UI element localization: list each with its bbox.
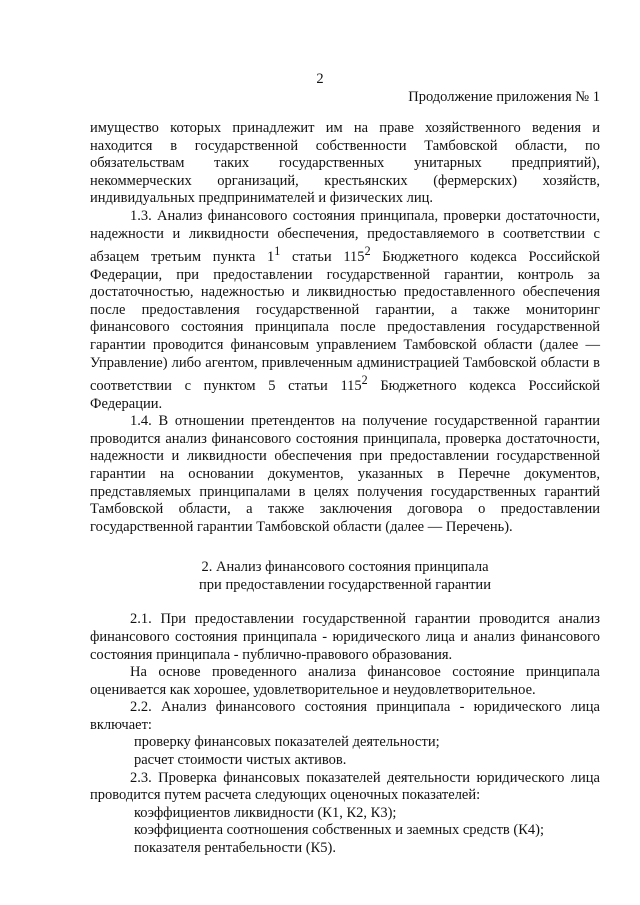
paragraph-1-4: 1.4. В отношении претендентов на получение государственной гарантии проводится анализ финансового состояния принципала, проверка достаточности, надежности и ликвидности обеспечения при предоставлении государственной гарантии на основании документов, указанных в Перечне документов, представляемых принципалами в целях получения государственных гарантий Тамбовской области, а также заключения договора о предоставлении государственной гарантии Тамбовской области (далее — Перечень). bbox=[90, 413, 600, 535]
superscript: 2 bbox=[364, 244, 371, 259]
page-number: 2 bbox=[316, 71, 324, 87]
superscript: 1 bbox=[274, 244, 281, 259]
paragraph-1-3-part-b: статьи 115 bbox=[280, 248, 365, 265]
list-item: коэффициентов ликвидности (К1, К2, К3); bbox=[134, 804, 397, 821]
paragraph-1-2-continuation: имущество которых принадлежит им на праве хозяйственного ведения и находится в государственной собственности Тамбовской области, по обязательствам таких государственных унитарных предприятий), некоммерческих организаций, крестьянских (фермерских) хозяйств, индивидуальных предпринимателей и физических лиц. bbox=[90, 120, 600, 207]
section-2-title-line-1: 2. Анализ финансового состояния принципала bbox=[201, 559, 489, 576]
section-2-heading bbox=[90, 558, 600, 594]
superscript: 2 bbox=[361, 373, 368, 388]
paragraph-2-1: 2.1. При предоставлении государственной гарантии проводится анализ финансового состояния принципала - юридического лица и анализ финансового состояния принципала - публично-правового образования. bbox=[90, 611, 600, 663]
paragraph-1-3-part-d: Бюджетного кодекса Российской Федерации. bbox=[90, 377, 601, 412]
paragraph-2-2: 2.2. Анализ финансового состояния принципала - юридического лица включает: bbox=[90, 699, 600, 733]
list-item: коэффициента соотношения собственных и заемных средств (К4); bbox=[134, 822, 545, 839]
document-body bbox=[90, 120, 600, 858]
paragraph-1-3-part-a: 1.3. Анализ финансового состояния принципала, проверки достаточности, надежности и ликвидности обеспечения, предоставляемого в соответствии с абзацем третьим пункта 1 bbox=[90, 207, 600, 265]
paragraph-1-3 bbox=[90, 208, 600, 413]
continuation-note: Продолжение приложения № 1 bbox=[408, 89, 600, 105]
list-item: расчет стоимости чистых активов. bbox=[134, 752, 347, 769]
list-item: показателя рентабельности (К5). bbox=[134, 840, 336, 857]
paragraph-1-3-part-c: Бюджетного кодекса Российской Федерации, при предоставлении государственной гарантии, контроль за достаточностью, надежностью и ликвидностью предоставленного обеспечения после предоставления государственной гарантии, а также мониторинг финансового состояния принципала после предоставления государственной гарантии проводится финансовым управлением Тамбовской области (далее — Управление) либо агентом, привлеченным администрацией Тамбовской области в соответствии с пунктом 5 статьи 115 bbox=[90, 248, 600, 394]
section-2-title-line-2: при предоставлении государственной гарантии bbox=[199, 577, 491, 594]
paragraph-2-1-b: На основе проведенного анализа финансовое состояние принципала оценивается как хорошее, удовлетворительное и неудовлетворительное. bbox=[90, 664, 600, 698]
list-item: проверку финансовых показателей деятельности; bbox=[134, 734, 440, 751]
paragraph-2-3: 2.3. Проверка финансовых показателей деятельности юридического лица проводится путем расчета следующих оценочных показателей: bbox=[90, 769, 600, 804]
